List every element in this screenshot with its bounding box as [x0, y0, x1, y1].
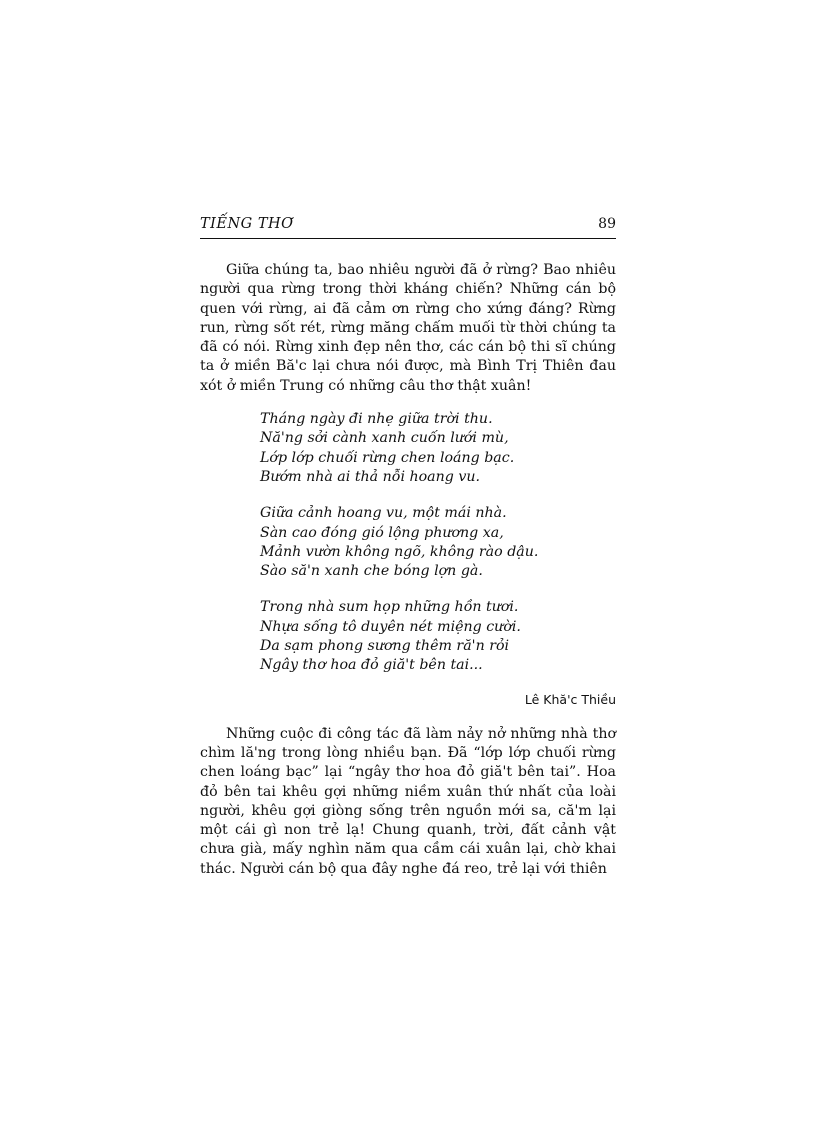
running-header [200, 216, 616, 239]
poem-line: Sào să'n xanh che bóng lợn gà. [260, 563, 483, 580]
poem-line: Giữa cảnh hoang vu, một mái nhà. [260, 505, 507, 522]
page-number: 89 [598, 216, 616, 232]
book-page [200, 216, 616, 879]
paragraph-commentary: Những cuộc đi công tác đã làm nảy nở những nhà thơ chìm lă'ng trong lòng nhiều bạn. Đã “lớp lớp chuối rừng chen loáng bạc” lại “ngây thơ hoa đỏ giă't bên tai”. Hoa đỏ bên tai khêu gợi những niềm xuân thứ nhất của loài người, khêu gợi giòng sống trên nguồn mới sa, că'm lại một cái gì non trẻ lạ! Chung quanh, trời, đất cảnh vật chưa già, mấy nghìn năm qua cầm cái xuân lại, chờ khai thác. Người cán bộ qua đây nghe đá reo, trẻ lại với thiên [200, 725, 616, 877]
poem-line: Sàn cao đóng gió lộng phương xa, [260, 524, 504, 541]
poem-line: Bướm nhà ai thả nỗi hoang vu. [260, 468, 481, 485]
poem-line: Trong nhà sum họp những hồn tươi. [260, 599, 519, 616]
poem-line: Nă'ng sởi cành xanh cuốn lưới mù, [260, 430, 509, 447]
poem-author: Lê Khă'c Thiều [524, 691, 616, 707]
poem-line: Da sạm phong sương thêm ră'n rỏi [260, 638, 510, 655]
poem-stanza [260, 410, 616, 487]
poem-stanza [260, 504, 616, 581]
poem-line: Lớp lớp chuối rừng chen loáng bạc. [260, 449, 515, 466]
poem-line: Mảnh vườn không ngõ, không rào dậu. [260, 543, 539, 560]
poem-line: Ngây thơ hoa đỏ giă't bên tai... [260, 657, 483, 674]
poem-line: Tháng ngày đi nhẹ giữa trời thu. [260, 411, 493, 428]
poem [260, 410, 616, 676]
chapter-title: TIẾNG THƠ [200, 216, 294, 232]
poem-line: Nhựa sống tô duyên nét miệng cười. [260, 618, 521, 635]
poem-stanza [260, 598, 616, 675]
paragraph-intro: Giữa chúng ta, bao nhiêu người đã ở rừng? Bao nhiêu người qua rừng trong thời kháng chiến? Những cán bộ quen với rừng, ai đã cảm ơn rừng cho xứng đáng? Rừng run, rừng sốt rét, rừng măng chấm muối từ thời chúng ta đã có nói. Rừng xinh đẹp nên thơ, các cán bộ thi sĩ chúng ta ở miền Bă'c lại chưa nói được, mà Bình Trị Thiên đau xót ở miền Trung có những câu thơ thật xuân! [200, 262, 616, 394]
